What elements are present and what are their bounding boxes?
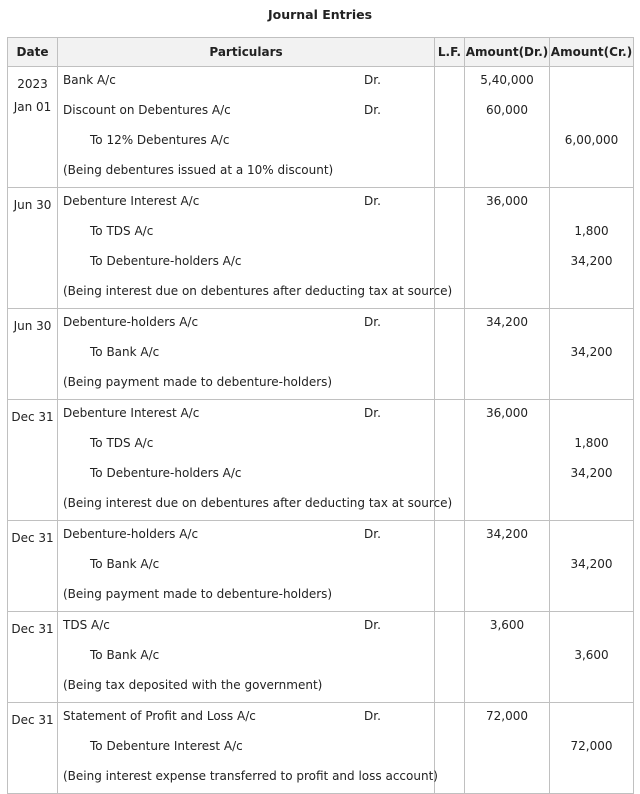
credit-amount — [550, 369, 633, 399]
entry-ledger-folio — [435, 521, 465, 612]
debit-account — [58, 521, 434, 551]
debit-amount — [465, 369, 549, 399]
entry-amount-dr — [465, 521, 550, 612]
entry-amount-dr — [465, 400, 550, 521]
entry-particulars — [58, 703, 438, 794]
entry-amount-dr — [465, 612, 550, 703]
credit-amount — [550, 309, 633, 339]
dr-label: Dr. — [364, 618, 381, 632]
header-amount-dr: Amount(Dr.) — [465, 38, 550, 67]
dr-label: Dr. — [364, 315, 381, 329]
particular-text: Debenture Interest A/c — [63, 406, 200, 420]
entry-date — [8, 309, 58, 400]
particular-text: (Being interest due on debentures after deducting tax at source) — [63, 284, 453, 298]
credit-amount: 3,600 — [574, 648, 609, 662]
credit-account — [58, 127, 434, 157]
date-text: Jun 30 — [13, 198, 52, 212]
journal-entry-row — [8, 400, 634, 521]
particular-text: Discount on Debentures A/c — [63, 103, 231, 117]
entry-amount-cr — [550, 521, 634, 612]
entry-amount-cr — [550, 703, 634, 794]
credit-amount — [550, 521, 633, 551]
debit-amount — [465, 460, 549, 490]
particular-text: (Being debentures issued at a 10% discount) — [63, 163, 334, 177]
debit-amount — [465, 127, 549, 157]
particular-text: (Being interest due on debentures after deducting tax at source) — [63, 496, 453, 510]
credit-amount — [550, 581, 633, 611]
particular-text: (Being tax deposited with the government) — [63, 678, 323, 692]
narration — [58, 581, 434, 611]
credit-amount — [550, 763, 633, 793]
entry-date — [8, 612, 58, 703]
credit-amount: 1,800 — [574, 224, 609, 238]
entry-date — [8, 521, 58, 612]
debit-amount: 5,40,000 — [480, 73, 534, 87]
header-particulars: Particulars — [58, 38, 435, 67]
entry-amount-dr — [465, 309, 550, 400]
debit-amount: 3,600 — [489, 618, 525, 632]
journal-body — [8, 67, 634, 794]
debit-amount — [465, 157, 549, 187]
date-text: Jan 01 — [13, 100, 52, 114]
particular-text: (Being interest expense transferred to profit and loss account) — [63, 769, 438, 783]
particular-text: Debenture-holders A/c — [63, 527, 199, 541]
debit-amount: 34,200 — [486, 315, 528, 329]
debit-amount — [465, 551, 549, 581]
credit-amount — [550, 612, 633, 642]
entry-ledger-folio — [435, 309, 465, 400]
debit-amount — [465, 490, 549, 520]
date-text: Dec 31 — [11, 622, 54, 636]
entry-amount-dr — [465, 67, 550, 188]
narration — [58, 278, 453, 308]
credit-account — [58, 248, 434, 278]
credit-account — [58, 733, 434, 763]
entry-particulars — [58, 188, 453, 309]
particular-text: To Bank A/c — [90, 648, 160, 662]
entry-amount-dr — [465, 188, 550, 309]
debit-amount — [465, 278, 549, 308]
debit-amount — [465, 733, 549, 763]
journal-entry-row — [8, 521, 634, 612]
particular-text: Debenture-holders A/c — [63, 315, 199, 329]
debit-account — [58, 97, 434, 127]
debit-amount: 34,200 — [486, 527, 528, 541]
journal-table — [7, 37, 634, 794]
debit-amount: 36,000 — [486, 406, 528, 420]
credit-account — [58, 551, 434, 581]
entry-particulars — [58, 400, 453, 521]
date-text: 2023 — [17, 77, 48, 91]
entry-amount-dr — [465, 703, 550, 794]
entry-ledger-folio — [435, 703, 465, 794]
particular-text: Bank A/c — [63, 73, 116, 87]
entry-amount-cr — [550, 612, 634, 703]
entry-particulars — [58, 612, 435, 703]
narration — [58, 157, 434, 187]
journal-entry-row — [8, 188, 634, 309]
particular-text: To Bank A/c — [90, 345, 160, 359]
particular-text: To TDS A/c — [90, 436, 154, 450]
entry-amount-cr — [550, 67, 634, 188]
particular-text: To TDS A/c — [90, 224, 154, 238]
journal-entry-row — [8, 67, 634, 188]
credit-amount — [550, 157, 633, 187]
entry-amount-cr — [550, 188, 634, 309]
credit-account — [58, 460, 434, 490]
header-date: Date — [8, 38, 58, 67]
page-title: Journal Entries — [267, 7, 373, 22]
credit-amount — [550, 67, 633, 97]
credit-amount: 34,200 — [570, 254, 613, 268]
entry-date — [8, 67, 58, 188]
dr-label: Dr. — [364, 406, 381, 420]
date-text: Dec 31 — [11, 531, 54, 545]
dr-label: Dr. — [364, 73, 381, 87]
debit-amount — [465, 672, 549, 702]
debit-amount — [465, 642, 549, 672]
entry-particulars — [58, 67, 435, 188]
particular-text: To Bank A/c — [90, 557, 160, 571]
narration — [58, 672, 434, 702]
debit-account — [58, 188, 434, 218]
debit-amount: 60,000 — [486, 103, 528, 117]
journal-entry-row — [8, 703, 634, 794]
journal-entry-row — [8, 612, 634, 703]
credit-account — [58, 642, 434, 672]
debit-account — [58, 400, 434, 430]
credit-account — [58, 339, 434, 369]
header-row — [8, 38, 634, 67]
credit-amount — [550, 490, 633, 520]
particular-text: (Being payment made to debenture-holders) — [63, 587, 333, 601]
credit-amount — [550, 400, 633, 430]
date-text: Jun 30 — [13, 319, 52, 333]
date-text: Dec 31 — [11, 713, 54, 727]
particular-text: To 12% Debentures A/c — [90, 133, 230, 147]
dr-label: Dr. — [364, 527, 381, 541]
particular-text: To Debenture-holders A/c — [90, 466, 242, 480]
journal-entry-row — [8, 309, 634, 400]
entry-particulars — [58, 309, 435, 400]
narration — [58, 369, 434, 399]
credit-amount — [550, 703, 633, 733]
particular-text: (Being payment made to debenture-holders) — [63, 375, 333, 389]
debit-amount: 36,000 — [486, 194, 528, 208]
dr-label: Dr. — [364, 194, 381, 208]
credit-account — [58, 430, 434, 460]
debit-account — [58, 703, 434, 733]
debit-account — [58, 309, 434, 339]
credit-amount: 34,200 — [570, 345, 613, 359]
entry-amount-cr — [550, 400, 634, 521]
credit-account — [58, 218, 434, 248]
header-lf: L.F. — [435, 38, 465, 67]
dr-label: Dr. — [364, 103, 381, 117]
debit-account — [58, 612, 434, 642]
entry-ledger-folio — [435, 67, 465, 188]
credit-amount: 1,800 — [574, 436, 609, 450]
particular-text: To Debenture Interest A/c — [90, 739, 243, 753]
particular-text: To Debenture-holders A/c — [90, 254, 242, 268]
debit-amount — [465, 218, 549, 248]
date-text: Dec 31 — [11, 410, 54, 424]
entry-date — [8, 400, 58, 521]
entry-date — [8, 188, 58, 309]
particular-text: Debenture Interest A/c — [63, 194, 200, 208]
credit-amount: 72,000 — [570, 739, 613, 753]
dr-label: Dr. — [364, 709, 381, 723]
entry-date — [8, 703, 58, 794]
debit-amount — [465, 581, 549, 611]
narration — [58, 763, 438, 793]
credit-amount: 34,200 — [570, 466, 613, 480]
debit-account — [58, 67, 434, 97]
debit-amount — [465, 248, 549, 278]
particular-text: TDS A/c — [63, 618, 110, 632]
narration — [58, 490, 453, 520]
debit-amount — [465, 339, 549, 369]
credit-amount: 34,200 — [570, 557, 613, 571]
debit-amount: 72,000 — [486, 709, 528, 723]
particular-text: Statement of Profit and Loss A/c — [63, 709, 256, 723]
credit-amount — [550, 188, 633, 218]
credit-amount — [550, 278, 633, 308]
entry-amount-cr — [550, 309, 634, 400]
entry-ledger-folio — [435, 612, 465, 703]
entry-particulars — [58, 521, 435, 612]
debit-amount — [465, 430, 549, 460]
header-amount-cr: Amount(Cr.) — [550, 38, 634, 67]
credit-amount — [550, 672, 633, 702]
credit-amount — [550, 97, 633, 127]
credit-amount: 6,00,000 — [564, 133, 619, 147]
debit-amount — [465, 763, 549, 793]
